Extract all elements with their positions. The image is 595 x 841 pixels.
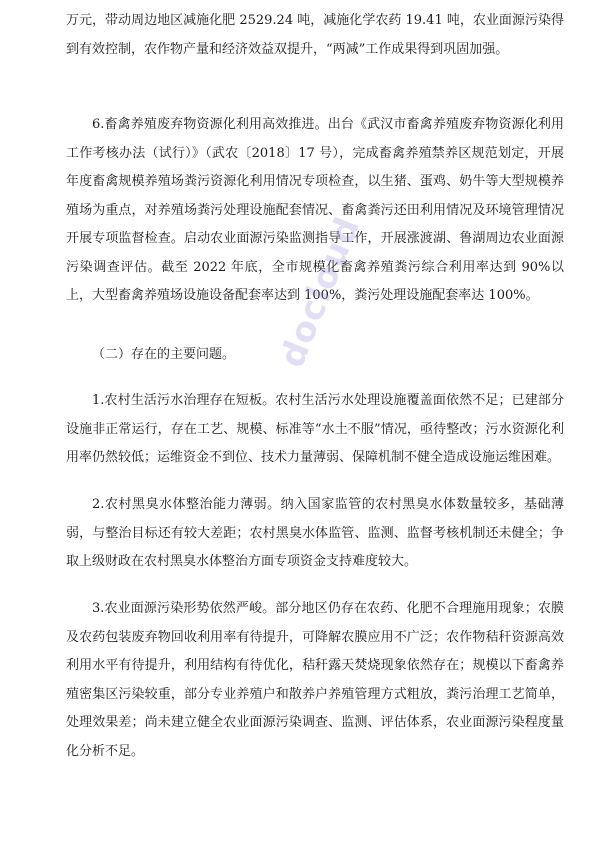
watermark-logo: docloud xyxy=(272,211,369,373)
paragraph-livestock-waste: 6.畜禽养殖废弃物资源化利用高效推进。出台《武汉市畜禽养殖废弃物资源化利用工作考核办法（试行）》（武农〔2018〕17 号），完成畜禽养殖禁养区规范划定，开展年度畜禽规模养殖场粪污资源化利用情况专项检查，以生猪、蛋鸡、奶牛等大型规模养殖场为重点，对养殖场粪污处理设施配套情况、畜禽粪污还田利用情况及环境管理情况开展专项监督检查。启动农业面源污染监测指导工作，开展涨渡湖、鲁湖周边农业面源污染调查评估。截至 2022 年底，全市规模化畜禽养殖粪污综合利用率达到 90%以上，大型畜禽养殖场设施设备配套率达到 100%，粪污处理设施配套率达 100%。 xyxy=(66,117,564,303)
paragraph-rural-sewage: 1.农村生活污水治理存在短板。农村生活污水处理设施覆盖面依然不足；已建部分设施非正常运行，存在工艺、规模、标准等“水土不服”情况，亟待整改；污水资源化利用率仍然较低；运维资金不到位、技术力量薄弱、保障机制不健全造成设施运维困难。 xyxy=(66,393,564,465)
paragraph-black-odorous-water: 2.农村黑臭水体整治能力薄弱。纳入国家监管的农村黑臭水体数量较多，基础薄弱，与整治目标还有较大差距；农村黑臭水体监管、监测、监督考核机制还未健全；争取上级财政在农村黑臭水体整治方面专项资金支持难度较大。 xyxy=(66,497,564,569)
paragraph-agricultural-pollution: 3.农业面源污染形势依然严峻。部分地区仍存在农药、化肥不合理施用现象；农膜及农药包装废弃物回收利用率有待提升，可降解农膜应用不广泛；农作物秸秆资源高效利用水平有待提升，利用结构有待优化，秸秆露天焚烧现象依然存在；规模以下畜禽养殖密集区污染较重，部分专业养殖户和散养户养殖管理方式粗放，粪污治理工艺简单，处理效果差；尚未建立健全农业面源污染调查、监测、评估体系，农业面源污染程度量化分析不足。 xyxy=(66,601,564,759)
paragraph-continuation: 万元，带动周边地区减施化肥 2529.24 吨，减施化学农药 19.41 吨，农业面源污染得到有效控制，农作物产量和经济效益双提升，“两减”工作成果得到巩固加强。 xyxy=(66,13,564,57)
section-heading-main-problems: （二）存在的主要问题。 xyxy=(92,347,236,362)
